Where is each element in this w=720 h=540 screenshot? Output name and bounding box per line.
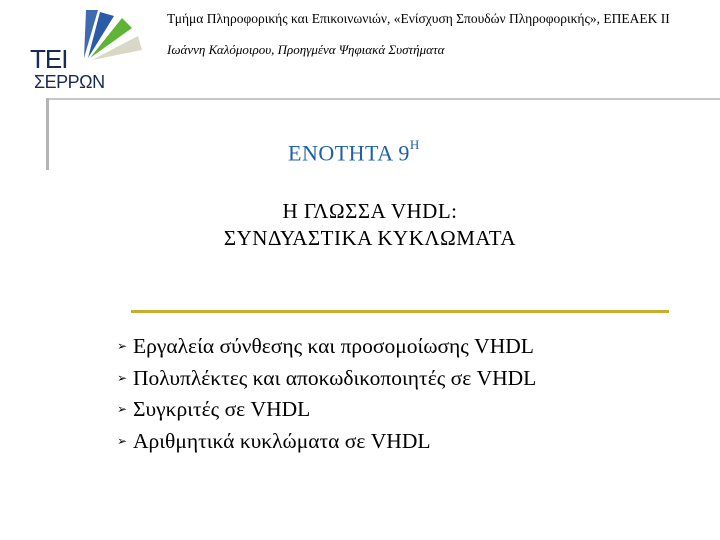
arrowhead-bullet-icon: ➢: [117, 339, 128, 353]
subtitle-line-2: ΣΥΝΔΥΑΣΤΙΚΑ ΚΥΚΛΩΜΑΤΑ: [223, 226, 517, 250]
list-item: [117, 331, 536, 363]
list-item: [117, 363, 536, 395]
tei-logo: [28, 6, 150, 94]
header-author-course: Ιωάννη Καλόμοιρου, Προηγμένα Ψηφιακά Συστήματα: [167, 42, 445, 57]
list-item-text: Εργαλεία σύνθεσης και προσομοίωσης VHDL: [133, 334, 534, 358]
list-item: [117, 426, 536, 458]
section-title-text: ΕΝΟΤΗΤΑ 9: [288, 140, 410, 166]
list-item: [117, 394, 536, 426]
section-title: [288, 137, 420, 166]
frame-top-divider: [46, 98, 720, 100]
topic-list: [117, 331, 536, 457]
frame-left-divider: [46, 98, 49, 170]
logo-text-tei: ΤΕΙ: [30, 44, 68, 74]
logo-text-serron: ΣΕΡΡΩΝ: [34, 72, 105, 92]
section-title-superscript: Η: [409, 137, 420, 152]
header-department: Τμήμα Πληροφορικής και Επικοινωνιών, «Ενίσχυση Σπουδών Πληροφορικής», ΕΠΕΑΕΚ ΙΙ: [167, 11, 670, 26]
gold-divider: [131, 310, 669, 313]
slide-subtitle: [0, 198, 720, 252]
arrowhead-bullet-icon: ➢: [117, 370, 128, 385]
list-item-text: Συγκριτές σε VHDL: [133, 397, 311, 421]
list-item-text: Πολυπλέκτες και αποκωδικοποιητές σε VHDL: [133, 365, 537, 390]
subtitle-line-1: Η ΓΛΩΣΣΑ VHDL:: [282, 199, 458, 223]
arrowhead-bullet-icon: ➢: [117, 433, 128, 448]
arrowhead-bullet-icon: ➢: [117, 402, 128, 416]
list-item-text: Αριθμητικά κυκλώματα σε VHDL: [133, 428, 431, 453]
